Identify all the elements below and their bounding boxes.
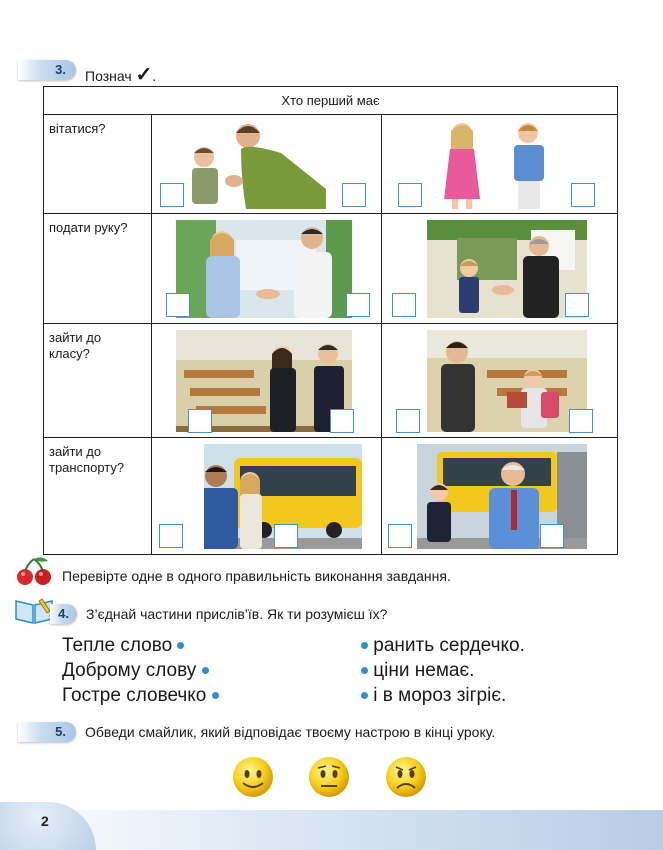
photo-office-handshake xyxy=(176,220,352,318)
photo-man-greets-boy xyxy=(186,119,346,209)
checkbox[interactable] xyxy=(398,183,422,207)
checkbox[interactable] xyxy=(274,524,298,548)
checkbox[interactable] xyxy=(159,524,183,548)
match-dot[interactable] xyxy=(202,667,209,674)
task3-instruction: Познач ✓. xyxy=(85,64,157,86)
row-label: зайти до класу? xyxy=(49,330,102,361)
row-label: подати руку? xyxy=(49,220,128,235)
proverb-right-3: і в мороз зігріє. xyxy=(361,685,506,707)
checkbox[interactable] xyxy=(346,293,370,317)
check-note-text: Перевірте одне в одного правильність виконання завдання. xyxy=(62,568,451,584)
match-dot[interactable] xyxy=(361,642,368,649)
photo-cell xyxy=(382,438,618,555)
photo-girl-and-boy xyxy=(440,119,558,209)
row-label-cell xyxy=(44,438,152,555)
row-label-cell xyxy=(44,115,152,214)
proverb-left-3: Гостре словечко xyxy=(62,685,219,707)
checkbox[interactable] xyxy=(330,409,354,433)
book-icon xyxy=(14,597,54,625)
task4-number: 4. xyxy=(58,606,69,621)
proverb-right-1: ранить сердечко. xyxy=(361,635,525,657)
page-number: 2 xyxy=(41,813,49,829)
proverb-left-2: Доброму слову xyxy=(62,660,209,682)
photo-cell xyxy=(382,115,618,214)
photo-cell xyxy=(152,324,382,438)
cherry-icon xyxy=(16,557,52,585)
happy-smiley-icon[interactable] xyxy=(232,756,274,798)
checkbox[interactable] xyxy=(565,293,589,317)
photo-cell xyxy=(382,214,618,324)
checkbox[interactable] xyxy=(388,524,412,548)
task5-number-badge xyxy=(18,722,76,742)
match-dot[interactable] xyxy=(361,667,368,674)
proverb-right-2: ціни немає. xyxy=(361,660,474,682)
match-dot[interactable] xyxy=(361,692,368,699)
photo-classroom-boy-girl-books xyxy=(427,330,587,432)
checkbox[interactable] xyxy=(392,293,416,317)
choice-table xyxy=(43,86,618,555)
photo-cell xyxy=(152,115,382,214)
footer-band xyxy=(0,810,663,850)
row-label-cell xyxy=(44,214,152,324)
row-label: зайти до транспорту? xyxy=(49,444,125,475)
checkbox[interactable] xyxy=(569,409,593,433)
checkbox[interactable] xyxy=(540,524,564,548)
task4-instruction: З’єднай частини прислів’їв. Як ти розумієш їх? xyxy=(86,606,388,622)
neutral-smiley-icon[interactable] xyxy=(308,756,350,798)
checkbox[interactable] xyxy=(571,183,595,207)
task5-instruction: Обведи смайлик, який відповідає твоєму настрою в кінці уроку. xyxy=(85,724,496,740)
table-header: Хто перший має xyxy=(44,87,618,115)
row-label-cell xyxy=(44,324,152,438)
sad-smiley-icon[interactable] xyxy=(385,756,427,798)
checkbox[interactable] xyxy=(396,409,420,433)
match-dot[interactable] xyxy=(177,642,184,649)
task4-number-badge xyxy=(50,604,77,624)
checkbox[interactable] xyxy=(166,293,190,317)
photo-cell xyxy=(152,438,382,555)
checkmark-icon: ✓ xyxy=(135,64,153,86)
checkbox[interactable] xyxy=(188,409,212,433)
task3-number-badge xyxy=(18,60,76,80)
checkbox[interactable] xyxy=(160,183,184,207)
photo-cell xyxy=(382,324,618,438)
task3-number: 3. xyxy=(55,62,66,77)
task5-number: 5. xyxy=(55,724,66,739)
checkbox[interactable] xyxy=(342,183,366,207)
row-label: вітатися? xyxy=(49,121,106,136)
photo-cell xyxy=(152,214,382,324)
photo-teacher-handshake xyxy=(427,220,587,318)
proverb-left-1: Тепле слово xyxy=(62,635,184,657)
match-dot[interactable] xyxy=(212,692,219,699)
